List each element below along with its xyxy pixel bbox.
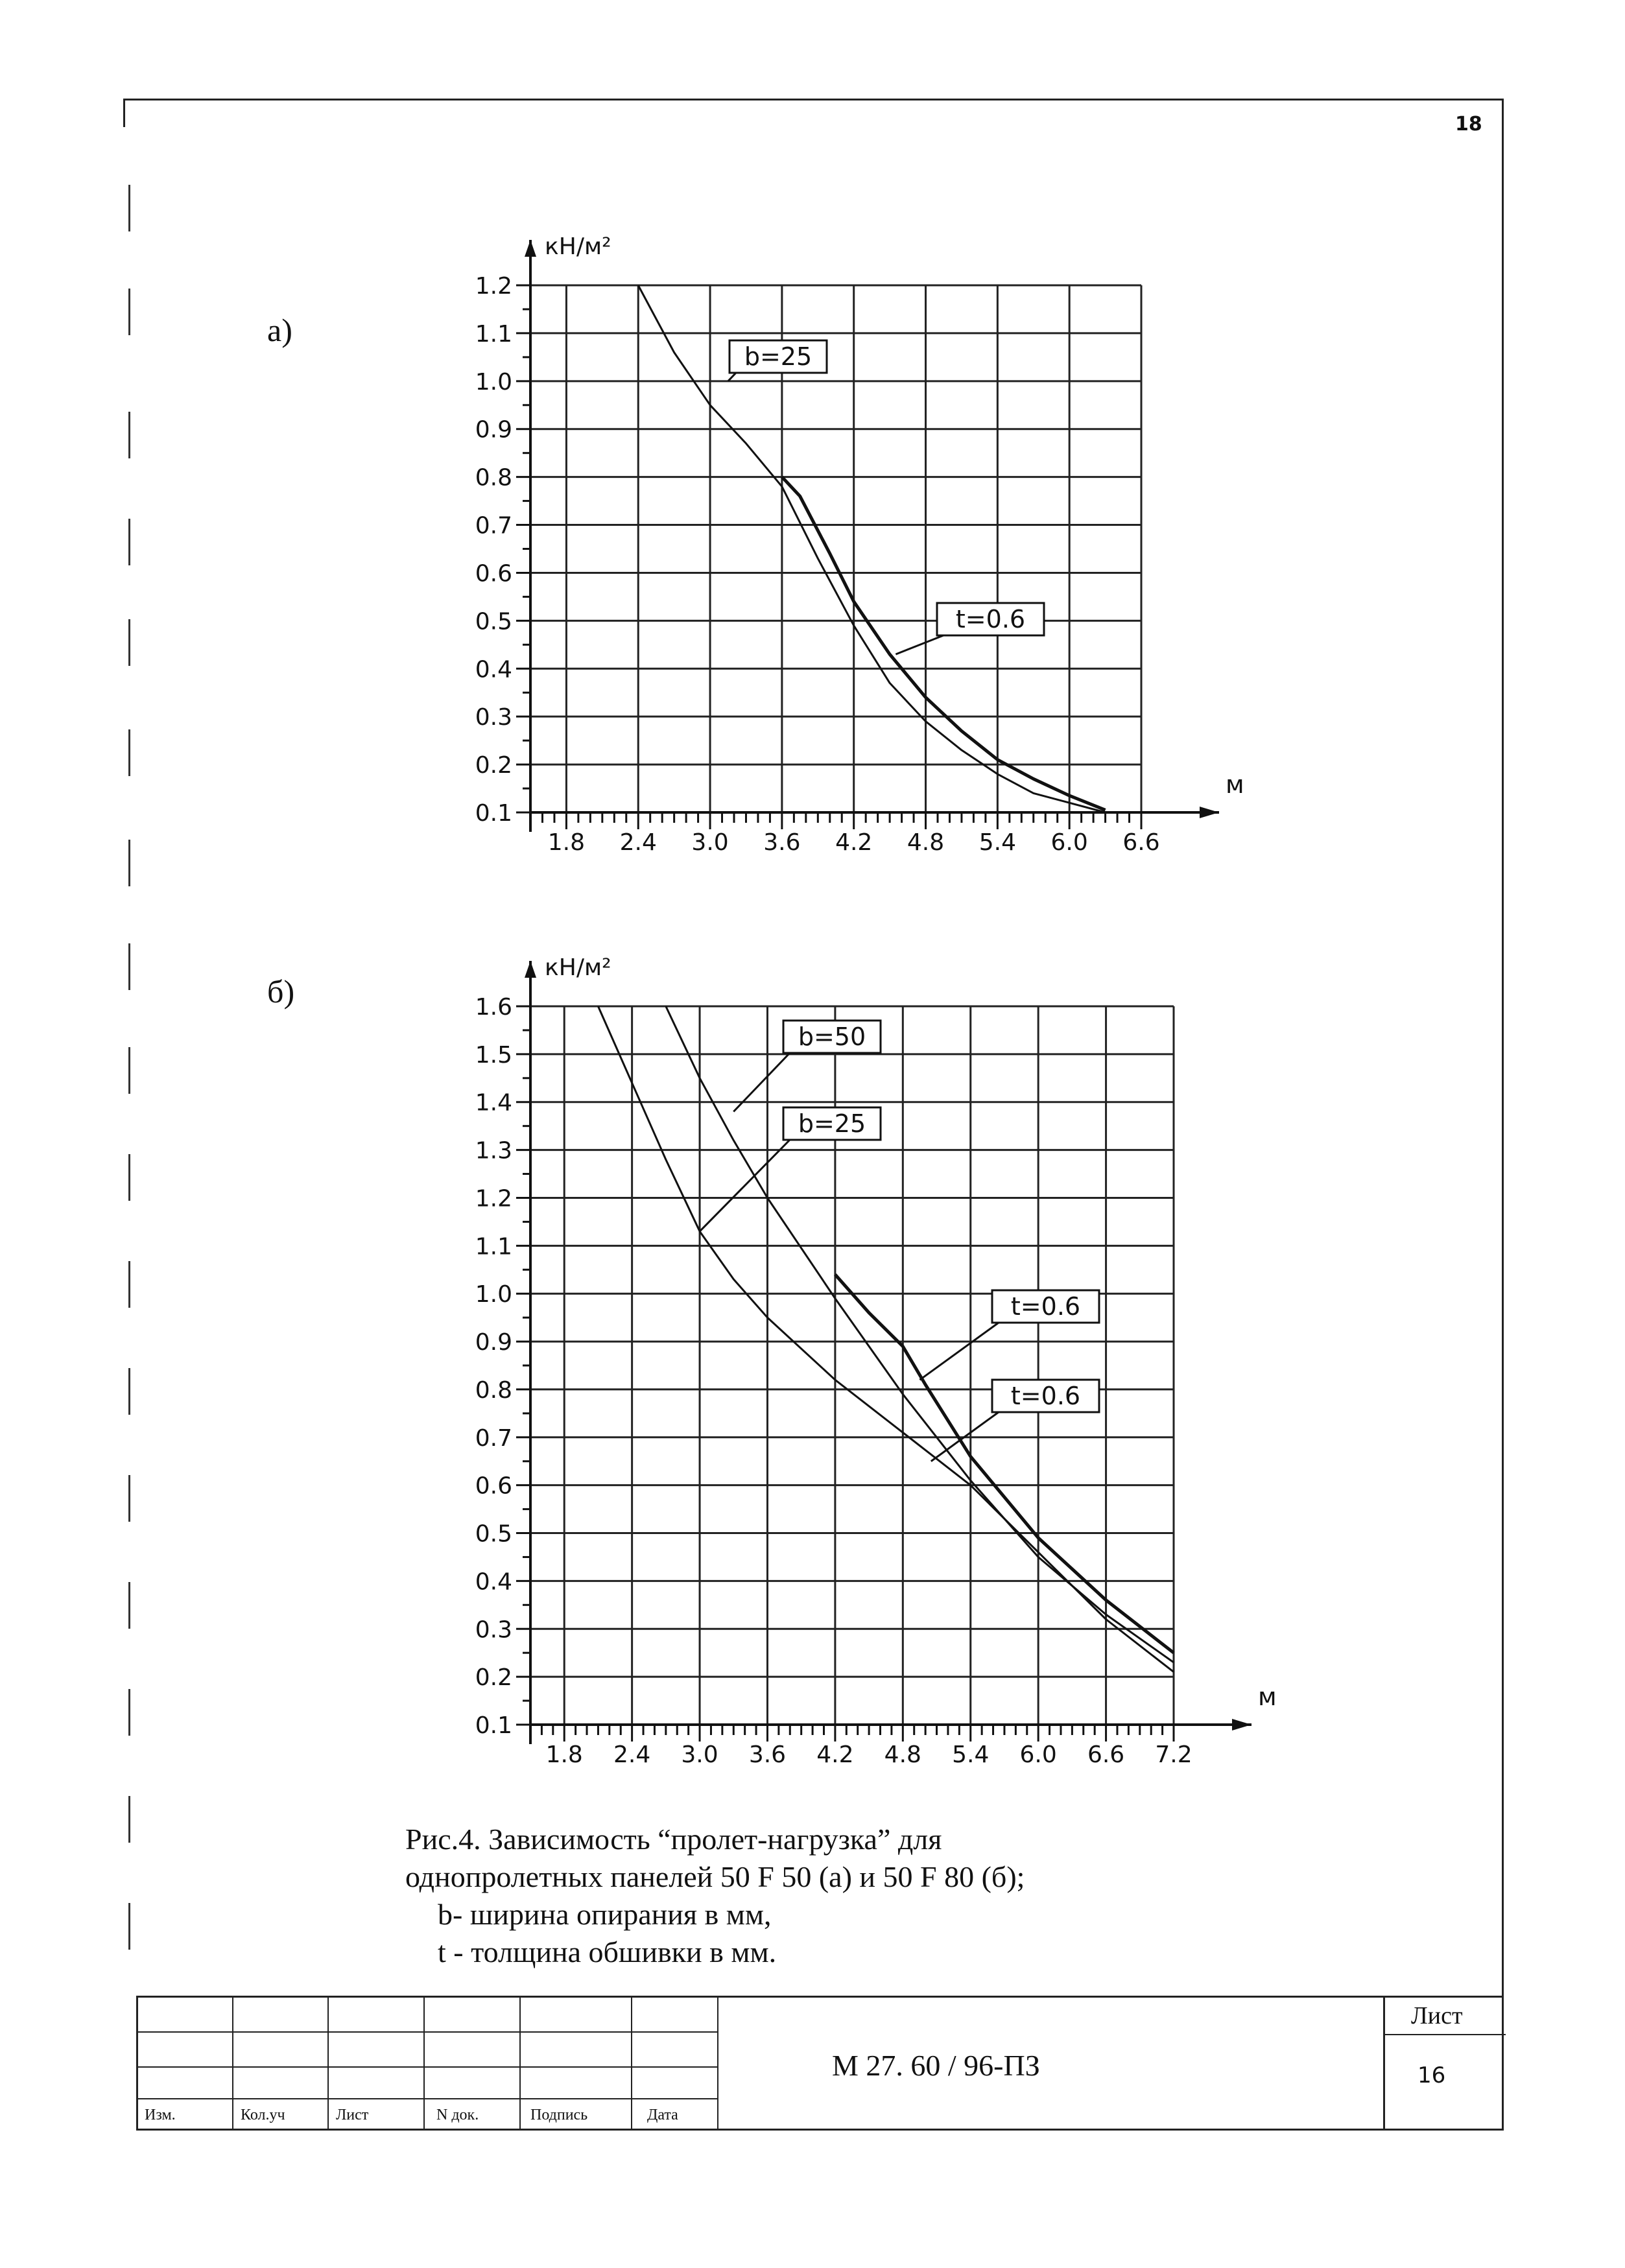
title-block-divider (232, 1998, 233, 2131)
y-tick-label: 0.5 (475, 1520, 512, 1548)
x-tick-label: 4.2 (835, 829, 873, 856)
annotation-label: t=0.6 (1010, 1292, 1081, 1321)
y-tick-label: 0.9 (475, 1329, 512, 1356)
y-axis-arrow (525, 961, 536, 978)
y-tick-label: 1.5 (475, 1041, 512, 1069)
annotation-leader (919, 1323, 999, 1380)
y-axis-label: кН/м² (545, 954, 611, 981)
series-line-2 (666, 1006, 1174, 1662)
y-tick-label: 1.2 (475, 1185, 512, 1212)
title-block-grid (138, 1998, 718, 2131)
y-tick-label: 0.2 (475, 1664, 512, 1692)
annotation-label: b=25 (798, 1109, 866, 1138)
y-tick-label: 0.8 (475, 464, 512, 491)
title-block-divider (631, 1998, 632, 2131)
x-tick-label: 4.8 (907, 829, 945, 856)
series-line-3 (835, 1275, 1174, 1653)
x-tick-label: 6.0 (1050, 829, 1088, 856)
x-tick-label: 7.2 (1155, 1742, 1192, 1768)
caption-line-1: Рис.4. Зависимость “пролет-нагрузка” для (405, 1823, 942, 1856)
y-tick-label: 0.6 (475, 560, 512, 587)
y-tick-label: 0.1 (475, 1712, 512, 1739)
title-block-label-qty: Кол.уч (241, 2107, 285, 2123)
y-tick-label: 0.7 (475, 1424, 512, 1452)
title-block-label-doc: N док. (436, 2107, 479, 2123)
y-tick-label: 0.7 (475, 512, 512, 539)
y-tick-label: 1.1 (475, 1233, 512, 1260)
x-tick-label: 3.6 (763, 829, 801, 856)
annotation-label: t=0.6 (1010, 1382, 1081, 1410)
title-block-divider (327, 1998, 329, 2131)
y-tick-label: 0.6 (475, 1472, 512, 1500)
y-tick-label: 0.3 (475, 704, 512, 731)
x-tick-label: 2.4 (613, 1742, 651, 1768)
caption-line-2: однопролетных панелей 50 F 50 (а) и 50 F 80 (б); (405, 1860, 1025, 1893)
title-block-label-signature: Подпись (530, 2107, 588, 2123)
annotation-leader (700, 1140, 790, 1231)
y-tick-label: 1.0 (475, 368, 512, 396)
annotation-label: t=0.6 (955, 605, 1026, 633)
title-block-label-sheet: Лист (336, 2107, 369, 2123)
x-tick-label: 6.6 (1087, 1742, 1125, 1768)
title-block-divider (717, 1998, 718, 2131)
y-tick-label: 0.8 (475, 1376, 512, 1404)
x-tick-label: 5.4 (979, 829, 1016, 856)
annotation-label: b=50 (798, 1022, 866, 1051)
title-block-divider (423, 1998, 425, 2131)
x-tick-label: 3.6 (748, 1742, 787, 1768)
x-tick-label: 4.8 (884, 1742, 921, 1768)
y-tick-label: 1.1 (475, 320, 512, 348)
y-tick-label: 0.1 (475, 800, 512, 827)
title-block (136, 1996, 1502, 2131)
y-tick-label: 1.3 (475, 1137, 512, 1164)
annotation-label: b=25 (744, 342, 812, 371)
x-axis-label: м (1258, 1683, 1277, 1711)
sheet-label: Лист (1411, 2002, 1463, 2029)
y-tick-label: 0.4 (475, 1568, 512, 1596)
document-code: М 27. 60 / 96-ПЗ (832, 2049, 1040, 2082)
y-tick-label: 1.4 (475, 1089, 512, 1116)
y-tick-label: 0.5 (475, 608, 512, 635)
x-tick-label: 1.8 (547, 829, 586, 856)
y-tick-label: 1.0 (475, 1281, 512, 1308)
caption-line-3: b- ширина опирания в мм, (438, 1898, 772, 1931)
x-axis-label: м (1226, 770, 1244, 799)
x-tick-label: 3.0 (691, 829, 729, 856)
binding-margin-mark (128, 1903, 130, 1950)
y-tick-label: 1.2 (475, 273, 512, 300)
title-block-divider (519, 1998, 521, 2131)
x-tick-label: 6.6 (1122, 829, 1160, 856)
title-block-label-date: Дата (647, 2107, 678, 2123)
sheet-box (1383, 1998, 1506, 2131)
y-axis-label: кН/м² (545, 233, 611, 260)
x-tick-label: 4.2 (816, 1742, 854, 1768)
caption-line-4: t - толщина обшивки в мм. (438, 1935, 777, 1968)
sheet-box-rule (1385, 2034, 1506, 2035)
series-line-1 (598, 1006, 1174, 1672)
figure-caption (405, 1821, 1378, 1971)
x-axis-arrow (1232, 1719, 1251, 1731)
panel-label-b: б) (267, 973, 295, 1010)
panel-label-a: а) (267, 312, 292, 348)
y-tick-label: 0.2 (475, 752, 512, 779)
y-tick-label: 0.9 (475, 416, 512, 443)
x-tick-label: 3.0 (681, 1742, 718, 1768)
sheet-number: 16 (1417, 2062, 1446, 2088)
y-tick-label: 0.3 (475, 1616, 512, 1644)
x-tick-label: 6.0 (1019, 1742, 1057, 1768)
title-block-label-change: Изм. (145, 2107, 176, 2123)
y-tick-label: 0.4 (475, 656, 512, 683)
y-tick-label: 1.6 (475, 994, 512, 1021)
x-tick-label: 2.4 (619, 829, 657, 856)
x-tick-label: 5.4 (952, 1742, 990, 1768)
page-number-top: 18 (1455, 113, 1482, 136)
x-tick-label: 1.8 (545, 1742, 583, 1768)
